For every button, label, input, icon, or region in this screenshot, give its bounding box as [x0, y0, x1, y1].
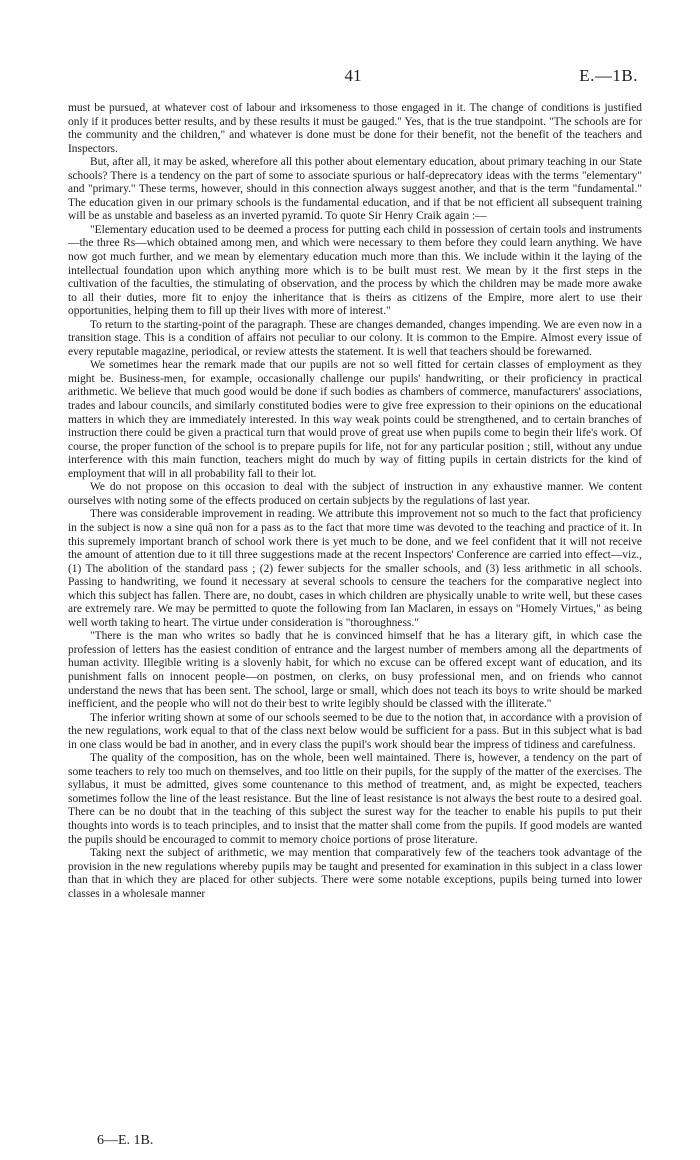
- document-reference: E.—1B.: [579, 66, 638, 85]
- body-paragraph: To return to the starting-point of the paragraph. These are changes demanded, changes impending. We are even now in a transition stage. This is a condition of affairs not peculiar to our colony. It is common to the Empire. Almost every issue of every reputable magazine, periodical, or review attests the statement. It is well that teachers should be forewarned.: [68, 318, 642, 358]
- document-body: [68, 102, 642, 901]
- body-paragraph: "Elementary education used to be deemed a process for putting each child in possession of certain tools and instruments—the three Rs—which obtained among men, and which were necessary to them before they could learn anything. We have now got much further, and we mean by elementary education much more than this. We include within it the laying of the intellectual foundation upon which anything more which is to be built must rest. We mean by it the first steps in the cultivation of the faculties, the stimulating of observation, and the process by which the children may be made more awake to all their duties, more fit to enjoy the inheritance that is theirs as citizens of the Empire, more alert to use their opportunities, helping them to fill up their lives with more of interest.": [68, 223, 642, 318]
- page-header: [68, 66, 638, 86]
- body-paragraph: "There is the man who writes so badly that he is convinced himself that he has a literary gift, in which case the profession of letters has the easiest condition of entrance and the largest number of members among all the departments of human activity. Illegible writing is a slovenly habit, for which no excuse can be offered except want of education, and its punishment falls on innocent people—on postmen, on clerks, on busy professional men, and on friends who cannot understand the news that has been sent. The school, large or small, which does not teach its boys to write should be marked inefficient, and the people who will not do their best to write legibly should be classed with the illiterate.": [68, 630, 642, 711]
- body-paragraph: Taking next the subject of arithmetic, we may mention that comparatively few of the teachers took advantage of the provision in the new regulations whereby pupils may be taught and presented for examination in this subject in a class lower than that in which they are placed for other subjects. There were some notable exceptions, pupils being turned into lower classes in a wholesale manner: [68, 847, 642, 900]
- body-paragraph: The inferior writing shown at some of our schools seemed to be due to the notion that, in accordance with a provision of the new regulations, work equal to that of the class next below would be sufficient for a pass. But in this subject what is bad in one class would be bad in another, and in every class the pupil's work should bear the impress of tidiness and carefulness.: [68, 711, 642, 751]
- sheet-signature: 6—E. 1B.: [97, 1133, 154, 1148]
- body-paragraph: We sometimes hear the remark made that our pupils are not so well fitted for certain classes of employment as they might be. Business-men, for example, occasionally challenge our pupils' handwriting, or their proficiency in practical arithmetic. We believe that much good would be done if such bodies as chambers of commerce, manufacturers' associations, trades and labour councils, and similarly constituted bodies were to give free expression to their opinions on the educational matters in which they are immediately interested. In this way weak points could be strengthened, and to certain branches of instruction there could be given a practical turn that would prove of great use when pupils come to begin their life's work. Of course, the proper function of the school is to prepare pupils for life, not for any particular position ; still, without any undue interference with this main function, teachers might do much by way of fitting pupils in certain districts for the kind of employment that will in all probability fall to their lot.: [68, 359, 642, 480]
- body-paragraph: must be pursued, at whatever cost of labour and irksomeness to those engaged in it. The change of conditions is justified only if it produces better results, and by these results it must be gauged." Yes, that is the true standpoint. "The schools are for the community and the children," and whatever is done must be done for their benefit, not the benefit of the teachers and Inspectors.: [68, 102, 642, 155]
- page-number: 41: [344, 66, 362, 85]
- body-paragraph: The quality of the composition, has on the whole, been well maintained. There is, however, a tendency on the part of some teachers to rely too much on themselves, and too little on their pupils, for the supply of the matter of the exercises. The syllabus, it must be admitted, gives some countenance to this method of treatment, and, as might be expected, teachers sometimes follow the line of the least resistance. But the line of least resistance is not always the best route to a desired goal. There can be no doubt that in the teaching of this subject the surest way for the teacher to enable his pupils to put their thoughts into words is to teach principles, and to insist that the matter shall come from the pupils. If good models are wanted the pupils should be encouraged to commit to memory choice portions of prose literature.: [68, 752, 642, 846]
- body-paragraph: We do not propose on this occasion to deal with the subject of instruction in any exhaustive manner. We content ourselves with noting some of the effects produced on certain subjects by the regulations of last year.: [68, 481, 642, 507]
- body-paragraph: There was considerable improvement in reading. We attribute this improvement not so much to the fact that proficiency in the subject is now a sine quâ non for a pass as to the fact that more time was devoted to the teaching and practice of it. In this supremely important branch of school work there is yet much to be done, and we feel confident that it will not receive the amount of attention due to it till three suggestions made at the recent Inspectors' Conference are carried into effect—viz., (1) The abolition of the standard pass ; (2) fewer subjects for the smaller schools, and (3) less arithmetic in all schools. Passing to handwriting, we found it necessary at several schools to censure the teachers for the comparative neglect into which this subject has fallen. There are, no doubt, cases in which children are physically unable to write well, but these cases are extremely rare. We may be permitted to quote the following from Ian Maclaren, in essays on "Homely Virtues," as being well worth taking to heart. The virtue under consideration is "thoroughness.": [68, 508, 642, 629]
- body-paragraph: But, after all, it may be asked, wherefore all this pother about elementary education, about primary teaching in our State schools? There is a tendency on the part of some to associate spurious or half-deprecatory ideas with the terms "elementary" and "primary." These terms, however, should in this connection always suggest another, and that is the term "fundamental." The education given in our primary schools is the fundamental education, and if that be not efficient all subsequent training will be as unstable and baseless as an inverted pyramid. To quote Sir Henry Craik again :—: [68, 156, 642, 223]
